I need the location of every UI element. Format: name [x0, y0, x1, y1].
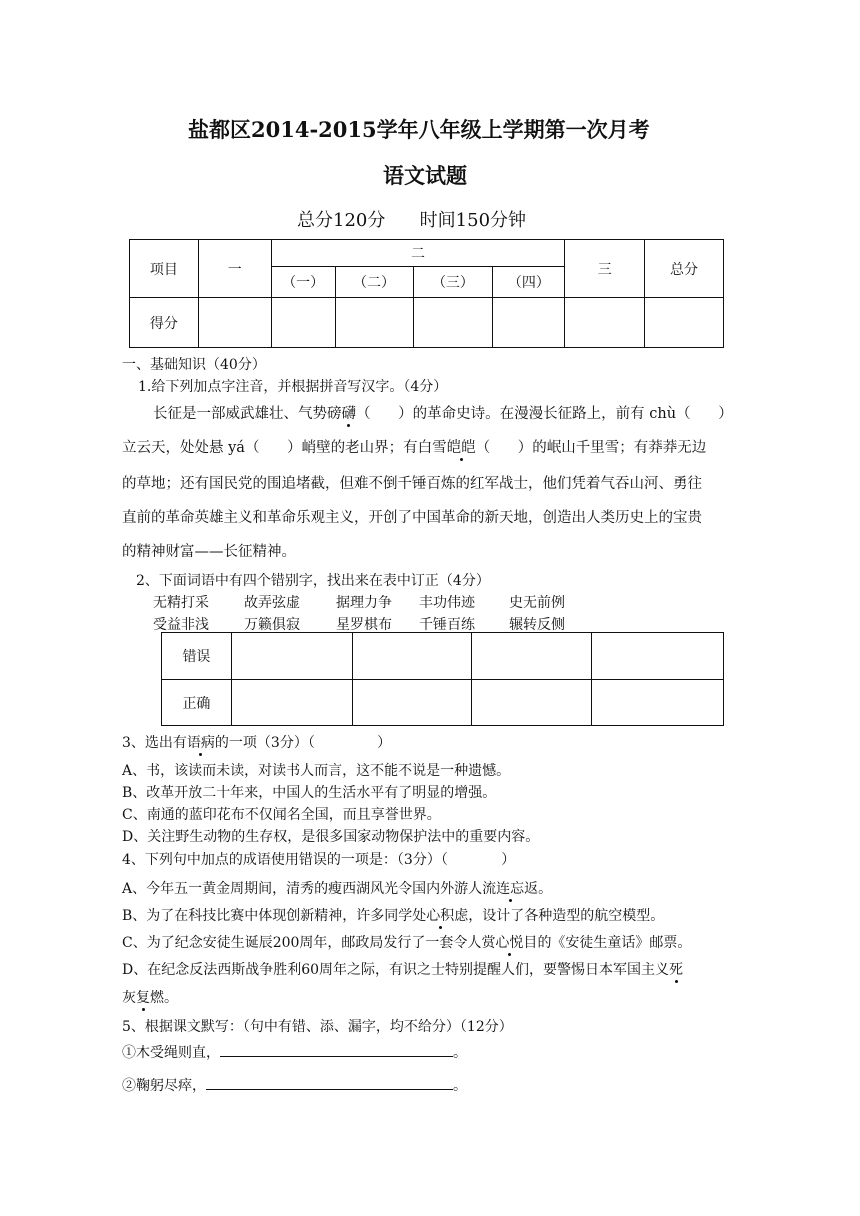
exam-meta: 总分120分 时间150分钟 [297, 210, 527, 231]
q2-prompt: 2、下面词语中有四个错别字，找出来在表中订正（4分） [136, 573, 490, 589]
score-cell[interactable] [413, 298, 493, 348]
dotted-char: 死 [669, 959, 683, 979]
score-table-subcol: （四） [493, 267, 565, 298]
q4-option-b[interactable]: B、为了在科技比赛中体现创新精神，许多同学处心积虑，设计了各种造型的航空模型。 [122, 905, 664, 925]
score-table-col-three: 三 [565, 240, 645, 298]
answer-cell[interactable] [352, 633, 472, 680]
q1-line-3: 的草地；还有国民党的围追堵截，但难不倒千锤百炼的红军战士，他们凭着气吞山河、勇往 [122, 476, 702, 492]
dotted-word: 灰复燃 [122, 987, 164, 1007]
dotted-char: 礴 [342, 402, 357, 423]
score-cell[interactable] [335, 298, 413, 348]
q5-item-2: ②鞠躬尽瘁， 。 [122, 1075, 467, 1095]
word-item: 辗转反侧 [509, 617, 565, 633]
answer-blank[interactable] [220, 1042, 453, 1057]
q4-option-d-cont: 灰复燃。 [122, 987, 178, 1007]
answer-cell[interactable] [231, 680, 352, 726]
word-item: 万籁俱寂 [244, 617, 300, 633]
score-table-col-one: 一 [198, 240, 271, 298]
word-item: 史无前例 [509, 595, 565, 611]
dotted-word: 语病 [187, 732, 215, 752]
score-table-col-two: 二 [271, 240, 565, 267]
score-cell[interactable] [198, 298, 271, 348]
dotted-word: 处心积虑 [412, 905, 468, 925]
q4-prompt: 4、下列句中加点的成语使用错误的一项是：（3分）（ ） [122, 852, 516, 868]
score-cell[interactable] [271, 298, 335, 348]
q3-option-a[interactable]: A、书，该读而未读，对读书人而言，这不能不说是一种遗憾。 [122, 763, 511, 779]
exam-title: 盐都区2014-2015学年八年级上学期第一次月考 [188, 117, 650, 142]
word-item: 星罗棋布 [336, 617, 392, 633]
correct-label: 正确 [162, 680, 232, 726]
correction-table [161, 632, 724, 726]
score-table-subcol: （一） [271, 267, 335, 298]
dotted-word: 流连忘返 [482, 878, 538, 898]
q3-option-b[interactable]: B、改革开放二十年来，中国人的生活水平有了明显的增强。 [122, 785, 497, 801]
wrong-label: 错误 [162, 633, 232, 680]
q1-line-2: 立云天，处处悬 yá（ ）峭壁的老山界；有白雪皑皑（ ）的岷山千里雪；有莽莽无边 [122, 436, 706, 457]
score-table-subcol: （二） [335, 267, 413, 298]
exam-subtitle: 语文试题 [383, 163, 467, 188]
q1-line-1: 长征是一部威武雄壮、气势磅礴（ ）的革命史诗。在漫漫长征路上，前有 chù（ ） [153, 402, 733, 423]
q4-option-a[interactable]: A、今年五一黄金周期间，清秀的瘦西湖风光令国内外游人流连忘返。 [122, 878, 552, 898]
q4-option-c[interactable]: C、为了纪念安徒生诞辰200周年，邮政局发行了一套令人赏心悦目的《安徒生童话》邮票。 [122, 932, 691, 952]
word-item: 据理力争 [336, 595, 392, 611]
q3-prompt: 3、选出有语病的一项（3分）（ ） [122, 732, 391, 752]
q1-line-4: 直前的革命英雄主义和革命乐观主义，开创了中国革命的新天地，创造出人类历史上的宝贵 [122, 510, 702, 526]
answer-cell[interactable] [472, 680, 592, 726]
score-table-score-label: 得分 [130, 298, 199, 348]
dotted-char: 皑皑 [447, 436, 476, 457]
q5-item-1: ①木受绳则直， 。 [122, 1042, 467, 1062]
q4-option-d[interactable]: D、在纪念反法西斯战争胜利60周年之际，有识之士特别提醒人们，要警惕日本军国主义死 [122, 959, 683, 979]
q1-prompt: 1.给下列加点字注音，并根据拼音写汉字。（4分） [138, 379, 448, 395]
word-item: 受益非浅 [153, 617, 209, 633]
word-item: 丰功伟迹 [419, 595, 475, 611]
answer-cell[interactable] [472, 633, 592, 680]
dotted-word: 赏心悦目 [481, 932, 537, 952]
word-item: 千锤百练 [419, 617, 475, 633]
answer-cell[interactable] [352, 680, 472, 726]
answer-cell[interactable] [592, 680, 724, 726]
q5-prompt: 5、根据课文默写：（句中有错、添、漏字，均不给分）（12分） [122, 1019, 513, 1035]
answer-cell[interactable] [592, 633, 724, 680]
score-table [129, 239, 724, 348]
section-heading: 一、基础知识（40分） [122, 357, 266, 373]
word-item: 无精打采 [153, 595, 209, 611]
q1-line-5: 的精神财富——长征精神。 [122, 544, 296, 560]
score-cell[interactable] [645, 298, 724, 348]
score-cell[interactable] [493, 298, 565, 348]
score-table-item-label: 项目 [130, 240, 199, 298]
score-cell[interactable] [565, 298, 645, 348]
score-table-col-total: 总分 [645, 240, 724, 298]
answer-blank[interactable] [206, 1075, 453, 1090]
score-table-subcol: （三） [413, 267, 493, 298]
answer-cell[interactable] [231, 633, 352, 680]
q3-option-d[interactable]: D、关注野生动物的生存权，是很多国家动物保护法中的重要内容。 [122, 829, 540, 845]
word-item: 故弄弦虚 [244, 595, 300, 611]
q3-option-c[interactable]: C、南通的蓝印花布不仅闻名全国，而且享誉世界。 [122, 807, 441, 823]
